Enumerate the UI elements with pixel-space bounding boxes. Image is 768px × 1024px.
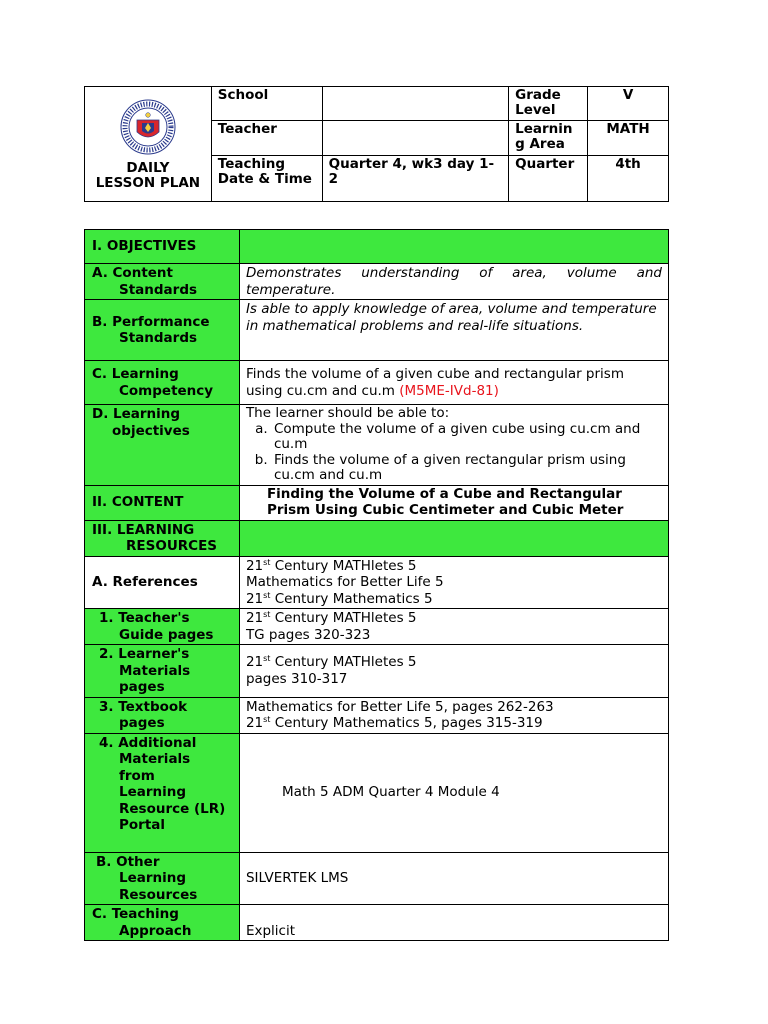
- deped-seal-logo: [120, 99, 176, 155]
- content-label: II. CONTENT: [85, 485, 240, 520]
- learning-objectives-row: [85, 405, 669, 486]
- learning-area-label: Learnin g Area: [509, 121, 588, 156]
- other-resources-text: SILVERTEK LMS: [239, 852, 668, 905]
- learning-competency-text: Finds the volume of a given cube and rectangular prism using cu.cm and cu.m (M5ME-IVd-81): [239, 361, 668, 405]
- learning-objectives-text: [239, 405, 668, 486]
- other-resources-label: B. Other Learning Resources: [85, 852, 240, 905]
- teachers-guide-row: [85, 609, 669, 645]
- list-item: a. Compute the volume of a given cube using cu.cm and cu.m: [272, 422, 662, 453]
- references-text: 21st Century MATHletes 5 Mathematics for Better Life 5 21st Century Mathematics 5: [239, 556, 668, 609]
- performance-standards-text: Is able to apply knowledge of area, volume and temperature in mathematical problems and real-life situations.: [239, 300, 668, 361]
- quarter-label: Quarter: [509, 156, 588, 202]
- references-row: [85, 556, 669, 609]
- content-standards-label: A. Content Standards: [85, 264, 240, 300]
- learning-competency-row: [85, 361, 669, 405]
- other-resources-row: [85, 852, 669, 905]
- content-row: [85, 485, 669, 520]
- teachers-guide-label: 1. Teacher's Guide pages: [85, 609, 240, 645]
- quarter-value: 4th: [588, 156, 669, 202]
- learning-objectives-list: [246, 422, 662, 484]
- competency-code: (M5ME-IVd-81): [399, 382, 499, 399]
- teaching-date-label: Teaching Date & Time: [211, 156, 322, 202]
- teacher-field[interactable]: [322, 121, 508, 156]
- teachers-guide-text: 21st Century MATHletes 5 TG pages 320-323: [239, 609, 668, 645]
- learning-objectives-intro: The learner should be able to:: [245, 405, 450, 421]
- textbook-text: Mathematics for Better Life 5, pages 262-263 21st Century Mathematics 5, pages 315-319: [239, 697, 668, 733]
- document-title: DAILY LESSON PLAN: [95, 160, 201, 191]
- learning-resources-row: [85, 520, 669, 556]
- additional-materials-text: Math 5 ADM Quarter 4 Module 4: [239, 733, 668, 852]
- learning-resources-fill: [239, 520, 668, 556]
- additional-materials-label: 4. Additional Materials from Learning Resource (LR) Portal: [85, 733, 240, 852]
- grade-level-label: Grade Level: [509, 87, 588, 121]
- learning-area-value: MATH: [588, 121, 669, 156]
- content-standards-row: [85, 264, 669, 300]
- teacher-label: Teacher: [211, 121, 322, 156]
- school-field[interactable]: [322, 87, 508, 121]
- header-table: [84, 86, 669, 202]
- teaching-approach-row: [85, 905, 669, 941]
- grade-level-value: V: [588, 87, 669, 121]
- additional-materials-row: [85, 733, 669, 852]
- textbook-row: [85, 697, 669, 733]
- logo-title-cell: [85, 87, 212, 202]
- learning-resources-heading: III. LEARNING RESOURCES: [85, 520, 240, 556]
- learning-competency-label: C. Learning Competency: [85, 361, 240, 405]
- learners-materials-text: 21st Century MATHletes 5 pages 310-317: [239, 645, 668, 698]
- objectives-heading-fill: [239, 230, 668, 264]
- school-label: School: [211, 87, 322, 121]
- teaching-approach-text: Explicit: [239, 905, 668, 941]
- objectives-row: [85, 230, 669, 264]
- performance-standards-label: B. Performance Standards: [85, 300, 240, 361]
- lesson-plan-table: [84, 229, 669, 941]
- content-title: Finding the Volume of a Cube and Rectangular Prism Using Cubic Centimeter and Cubic Meter: [239, 485, 668, 520]
- textbook-label: 3. Textbook pages: [85, 697, 240, 733]
- performance-standards-row: [85, 300, 669, 361]
- content-standards-text: Demonstrates understanding of area, volume and temperature.: [239, 264, 668, 300]
- teaching-date-value: Quarter 4, wk3 day 1-2: [322, 156, 508, 202]
- teaching-approach-label: C. Teaching Approach: [85, 905, 240, 941]
- learning-objectives-label: D. Learning objectives: [85, 405, 240, 486]
- learners-materials-row: [85, 645, 669, 698]
- objectives-heading: I. OBJECTIVES: [85, 230, 240, 264]
- list-item: b. Finds the volume of a given rectangular prism using cu.cm and cu.m: [272, 453, 662, 484]
- learners-materials-label: 2. Learner's Materials pages: [85, 645, 240, 698]
- references-label: A. References: [85, 556, 240, 609]
